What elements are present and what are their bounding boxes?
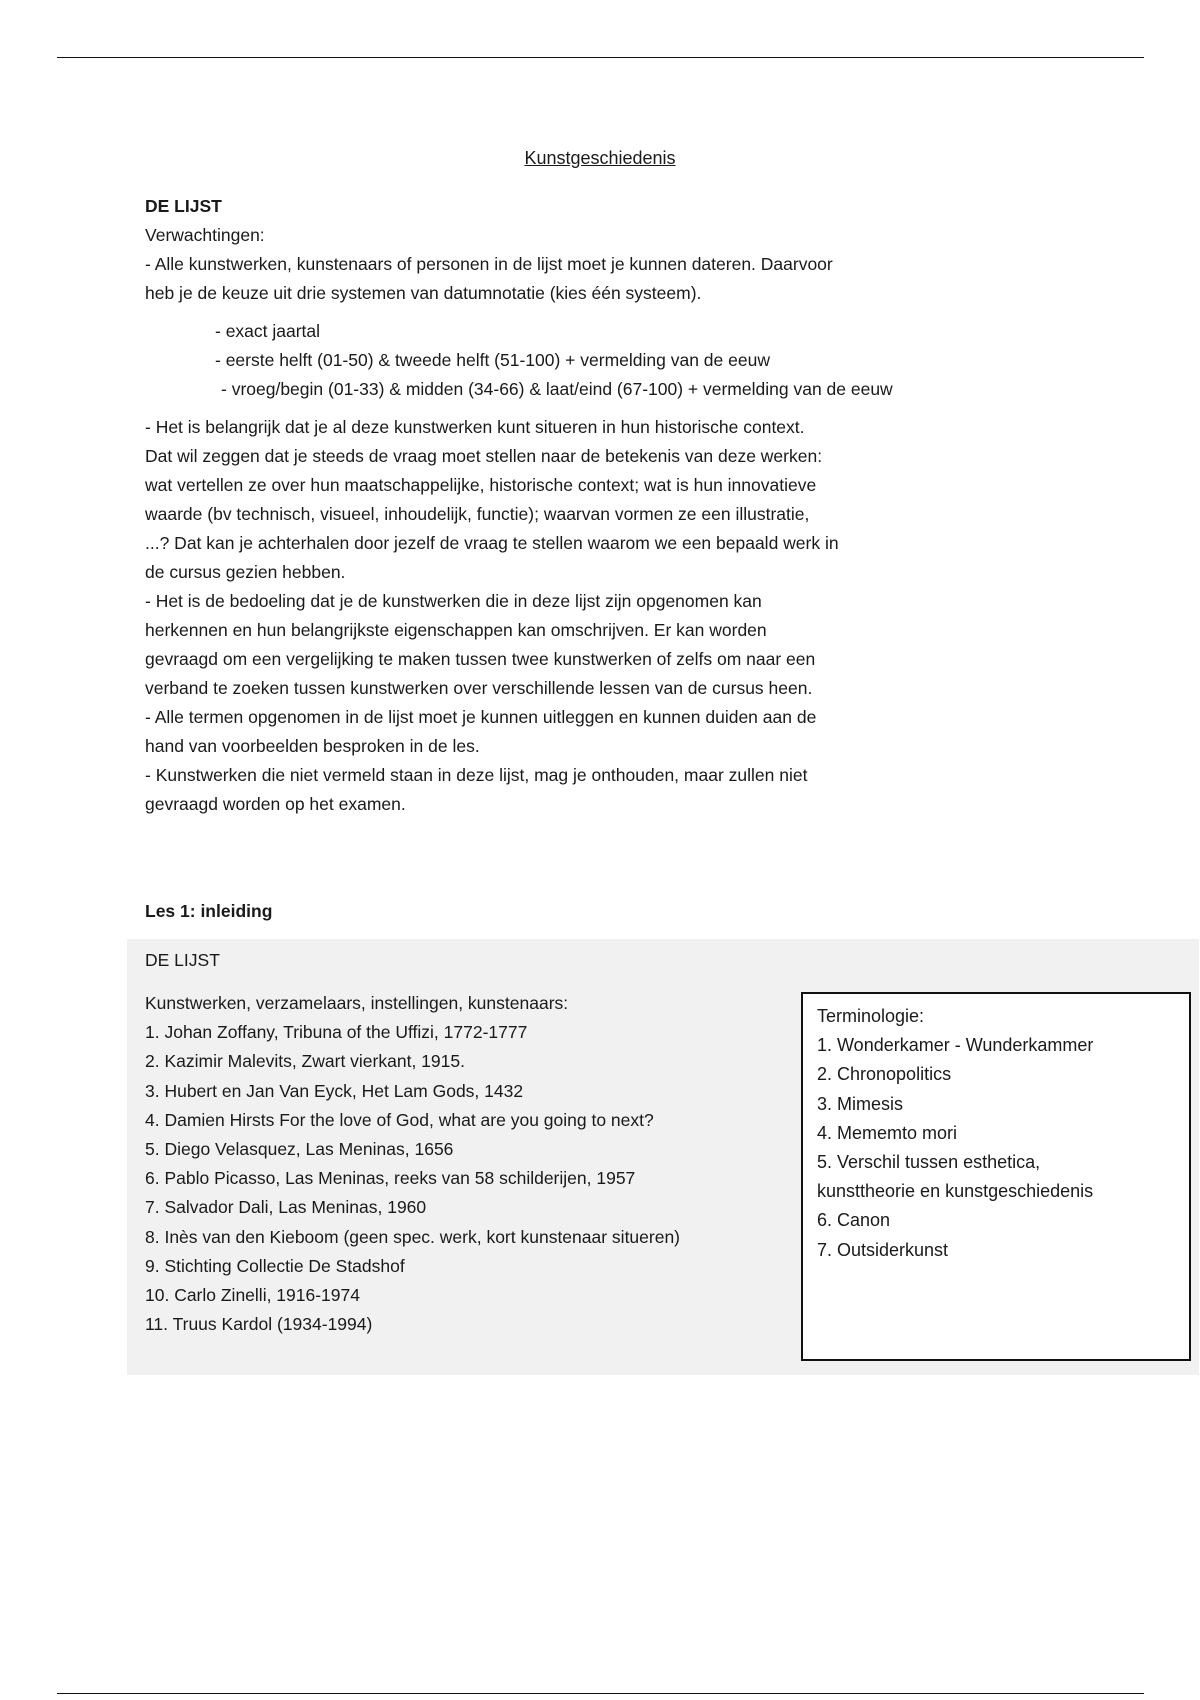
- term-item: 1. Wonderkamer - Wunderkammer: [817, 1035, 1094, 1056]
- term-item: 4. Mememto mori: [817, 1122, 958, 1143]
- list-item: 9. Stichting Collectie De Stadshof: [145, 1255, 405, 1276]
- expectations-label: Verwachtingen:: [145, 225, 265, 245]
- date-option: - exact jaartal: [215, 321, 321, 341]
- paragraph-line: ...? Dat kan je achterhalen door jezelf de vraag te stellen waarom we een bepaald werk in: [145, 533, 839, 553]
- paragraph-line: - Het is de bedoeling dat je de kunstwerken die in deze lijst zijn opgenomen kan: [145, 591, 762, 611]
- paragraph-line: wat vertellen ze over hun maatschappelijke, historische context; wat is hun innovatieve: [145, 475, 817, 495]
- paragraph-line: gevraagd worden op het examen.: [145, 794, 406, 814]
- paragraph-line: - Het is belangrijk dat je al deze kunstwerken kunt situeren in hun historische context.: [145, 417, 805, 437]
- list-item: 11. Truus Kardol (1934-1994): [145, 1314, 373, 1335]
- lijst-heading: DE LIJST: [145, 196, 222, 216]
- paragraph-line: gevraagd om een vergelijking te maken tussen twee kunstwerken of zelfs om naar een: [145, 649, 816, 669]
- paragraph-line: hand van voorbeelden besproken in de les.: [145, 736, 480, 756]
- paragraph-line: waarde (bv technisch, visueel, inhoudelijk, functie); waarvan vormen ze een illustratie,: [145, 504, 810, 524]
- terminology-box: [801, 992, 1191, 1361]
- list-item: 2. Kazimir Malevits, Zwart vierkant, 1915.: [145, 1051, 465, 1072]
- terminology-heading: Terminologie:: [817, 1006, 925, 1026]
- term-item: 5. Verschil tussen esthetica,: [817, 1152, 1041, 1173]
- bottom-rule: [57, 1693, 1144, 1694]
- list-item: 1. Johan Zoffany, Tribuna of the Uffizi, 1772-1777: [145, 1022, 528, 1043]
- date-option: - vroeg/begin (01-33) & midden (34-66) & laat/eind (67-100) + vermelding van de eeuw: [221, 379, 893, 399]
- intro-section: [145, 192, 1045, 819]
- term-item: 7. Outsiderkunst: [817, 1239, 949, 1260]
- paragraph-line: herkennen en hun belangrijkste eigenschappen kan omschrijven. Er kan worden: [145, 620, 767, 640]
- term-item: 6. Canon: [817, 1210, 891, 1231]
- list-item: 4. Damien Hirsts For the love of God, what are you going to next?: [145, 1109, 654, 1130]
- list-item: 3. Hubert en Jan Van Eyck, Het Lam Gods, 1432: [145, 1080, 524, 1101]
- list-item: 8. Inès van den Kieboom (geen spec. werk, kort kunstenaar situeren): [145, 1226, 681, 1247]
- paragraph-line: - Alle termen opgenomen in de lijst moet je kunnen uitleggen en kunnen duiden aan de: [145, 707, 817, 727]
- paragraph-line: heb je de keuze uit drie systemen van datumnotatie (kies één systeem).: [145, 283, 702, 303]
- list-item: 6. Pablo Picasso, Las Meninas, reeks van 58 schilderijen, 1957: [145, 1168, 636, 1189]
- paragraph-line: - Alle kunstwerken, kunstenaars of personen in de lijst moet je kunnen dateren. Daarvoor: [145, 254, 833, 274]
- list-item: 7. Salvador Dali, Las Meninas, 1960: [145, 1197, 427, 1218]
- les1-lijst-label: DE LIJST: [145, 950, 220, 970]
- date-option: - eerste helft (01-50) & tweede helft (51-100) + vermelding van de eeuw: [215, 350, 770, 370]
- document-title: Kunstgeschiedenis: [524, 148, 676, 168]
- term-item: kunsttheorie en kunstgeschiedenis: [817, 1181, 1094, 1202]
- paragraph-line: - Kunstwerken die niet vermeld staan in deze lijst, mag je onthouden, maar zullen niet: [145, 765, 808, 785]
- date-options-list: [215, 317, 1045, 404]
- les1-heading: Les 1: inleiding: [145, 901, 273, 921]
- list-item: 5. Diego Velasquez, Las Meninas, 1656: [145, 1139, 454, 1160]
- top-rule: [57, 57, 1144, 58]
- artworks-list: [145, 989, 785, 1339]
- list-item: 10. Carlo Zinelli, 1916-1974: [145, 1285, 360, 1306]
- paragraph-line: Dat wil zeggen dat je steeds de vraag moet stellen naar de betekenis van deze werken:: [145, 446, 823, 466]
- artworks-heading: Kunstwerken, verzamelaars, instellingen, kunstenaars:: [145, 993, 569, 1013]
- term-item: 2. Chronopolitics: [817, 1064, 952, 1085]
- term-item: 3. Mimesis: [817, 1093, 904, 1114]
- paragraph-line: de cursus gezien hebben.: [145, 562, 346, 582]
- paragraph-line: verband te zoeken tussen kunstwerken over verschillende lessen van de cursus heen.: [145, 678, 813, 698]
